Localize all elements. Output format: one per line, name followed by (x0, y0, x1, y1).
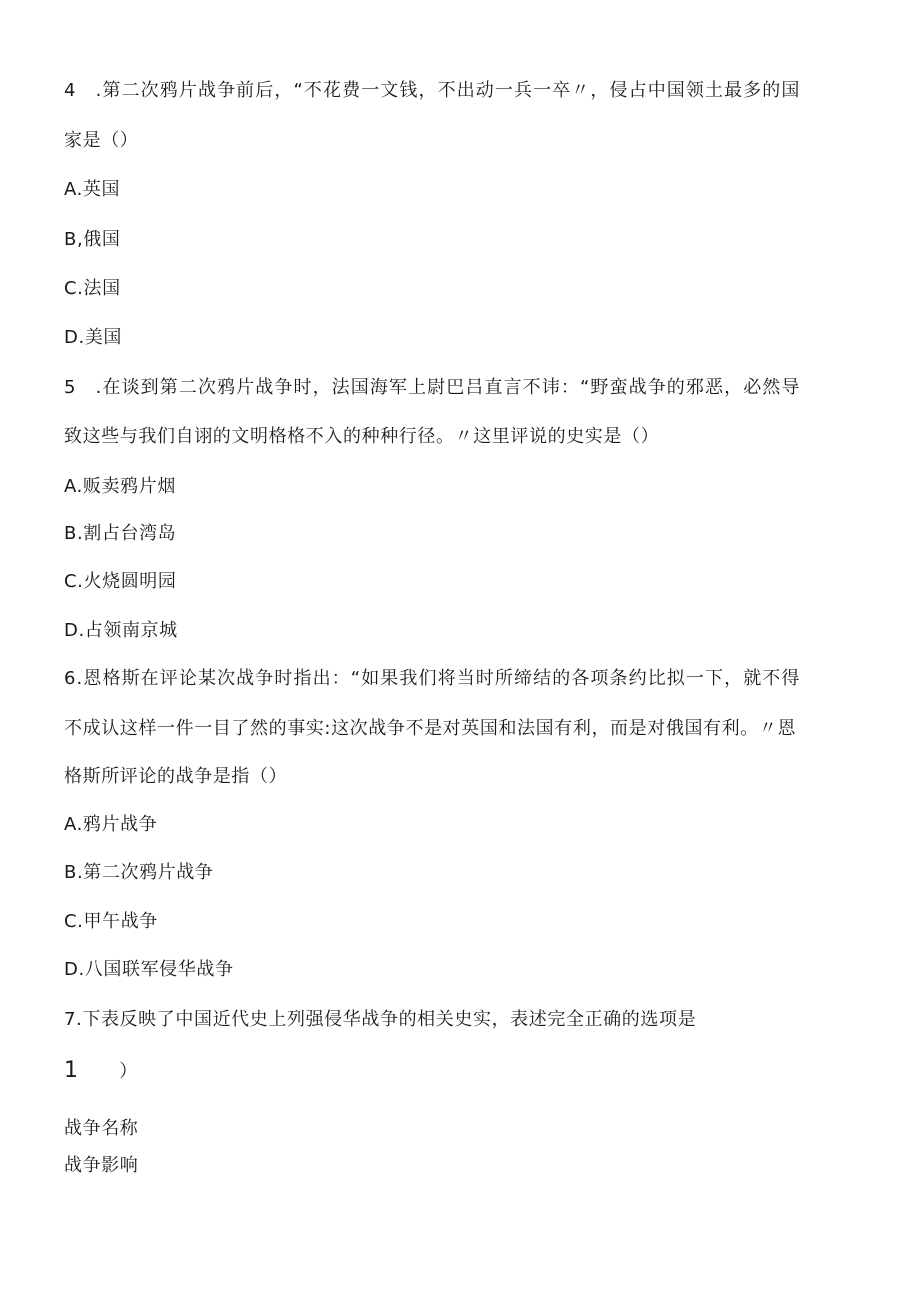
q5-option-b: B.割占台湾岛 (64, 523, 177, 544)
q4-option-c: C.法国 (64, 278, 121, 299)
q7-answer-blank (64, 1058, 860, 1085)
q6-stem-line-1: 6.恩格斯在评论某次战争时指出：“如果我们将当时所缔结的各项条约比拟一下，就不得 (64, 668, 801, 689)
q5-option-d: D.占领南京城 (64, 620, 178, 641)
q5-stem-line-1: 5 .在谈到第二次鸦片战争时，法国海军上尉巴吕直言不讳：“野蛮战争的邪恶，必然导 (64, 377, 801, 398)
q5-stem-line-2: 致这些与我们自诩的文明格格不入的种种行径。〃这里评说的史实是（） (64, 426, 660, 447)
q6-option-b: B.第二次鸦片战争 (64, 862, 214, 883)
q7-table-header-name: 战争名称 (64, 1118, 139, 1139)
q5-option-a: A.贩卖鸦片烟 (64, 476, 176, 497)
q7-answer-paren: ） (100, 1061, 138, 1082)
q4-stem-line-2: 家是（） (64, 130, 139, 151)
q6-stem-line-3: 格斯所评论的战争是指（） (64, 766, 288, 787)
q7-stem-line-1: 7.下表反映了中国近代史上列强侵华战争的相关史实，表述完全正确的选项是 (64, 1009, 697, 1030)
q4-option-b: B,俄国 (64, 229, 121, 250)
q5-option-c: C.火烧圆明园 (64, 571, 177, 592)
q4-stem-line-1: 4 .第二次鸦片战争前后，“不花费一文钱，不出动一兵一卒〃，侵占中国领土最多的国 (64, 80, 801, 101)
q6-option-d: D.八国联军侵华战争 (64, 959, 234, 980)
q6-option-a: A.鸦片战争 (64, 814, 158, 835)
q7-answer-number: 1 (64, 1058, 79, 1083)
q4-option-a: A.英国 (64, 179, 121, 200)
q7-table-header-impact: 战争影响 (64, 1155, 139, 1176)
q6-option-c: C.甲午战争 (64, 911, 158, 932)
q4-option-d: D.美国 (64, 327, 122, 348)
q6-stem-line-2: 不成认这样一件一目了然的事实:这次战争不是对英国和法国有利，而是对俄国有利。〃恩 (64, 718, 797, 739)
